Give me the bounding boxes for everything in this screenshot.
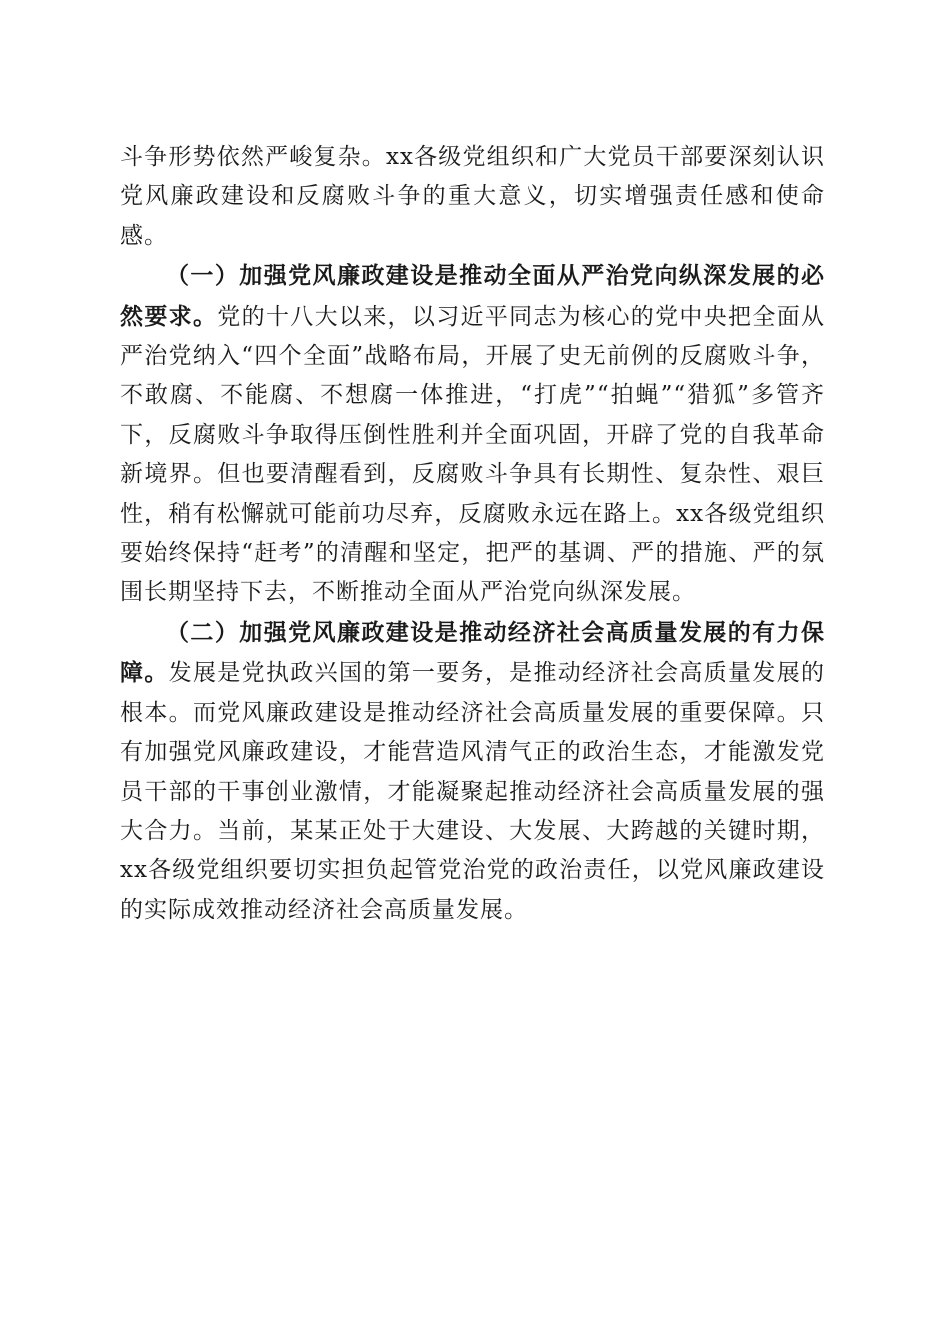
paragraph-section-2: [120, 613, 825, 930]
paragraph-body: 斗争形势依然严峻复杂。xx各级党组织和广大党员干部要深刻认识党风廉政建设和反腐败斗争的重大意义，切实增强责任感和使命感。: [120, 144, 825, 249]
paragraph-continuation: [120, 138, 825, 256]
section-heading: （二）加强党风廉政建设是推动经济社会高质量发展的有力保障。: [120, 618, 825, 687]
section-heading: （一）加强党风廉政建设是推动全面从严治党向纵深发展的必然要求。: [120, 262, 825, 330]
paragraph-section-1: [120, 256, 825, 613]
document-body: [120, 138, 825, 930]
paragraph-body: 发展是党执政兴国的第一要务，是推动经济社会高质量发展的根本。而党风廉政建设是推动经济社会高质量发展的重要保障。只有加强党风廉政建设，才能营造风清气正的政治生态，才能激发党员干部的干事创业激情，才能凝聚起推动经济社会高质量发展的强大合力。当前，某某正处于大建设、大发展、大跨越的关键时期，xx各级党组织要切实担负起管党治党的政治责任，以党风廉政建设的实际成效推动经济社会高质量发展。: [120, 660, 826, 923]
paragraph-body: 党的十八大以来，以习近平同志为核心的党中央把全面从严治党纳入“四个全面”战略布局，开展了史无前例的反腐败斗争，不敢腐、不能腐、不想腐一体推进，“打虎”“拍蝇”“猎狐”多管齐下，反腐败斗争取得压倒性胜利并全面巩固，开辟了党的自我革命新境界。但也要清醒看到，反腐败斗争具有长期性、复杂性、艰巨性，稍有松懈就可能前功尽弃，反腐败永远在路上。xx各级党组织要始终保持“赶考”的清醒和坚定，把严的基调、严的措施、严的氛围长期坚持下去，不断推动全面从严治党向纵深发展。: [120, 303, 826, 606]
